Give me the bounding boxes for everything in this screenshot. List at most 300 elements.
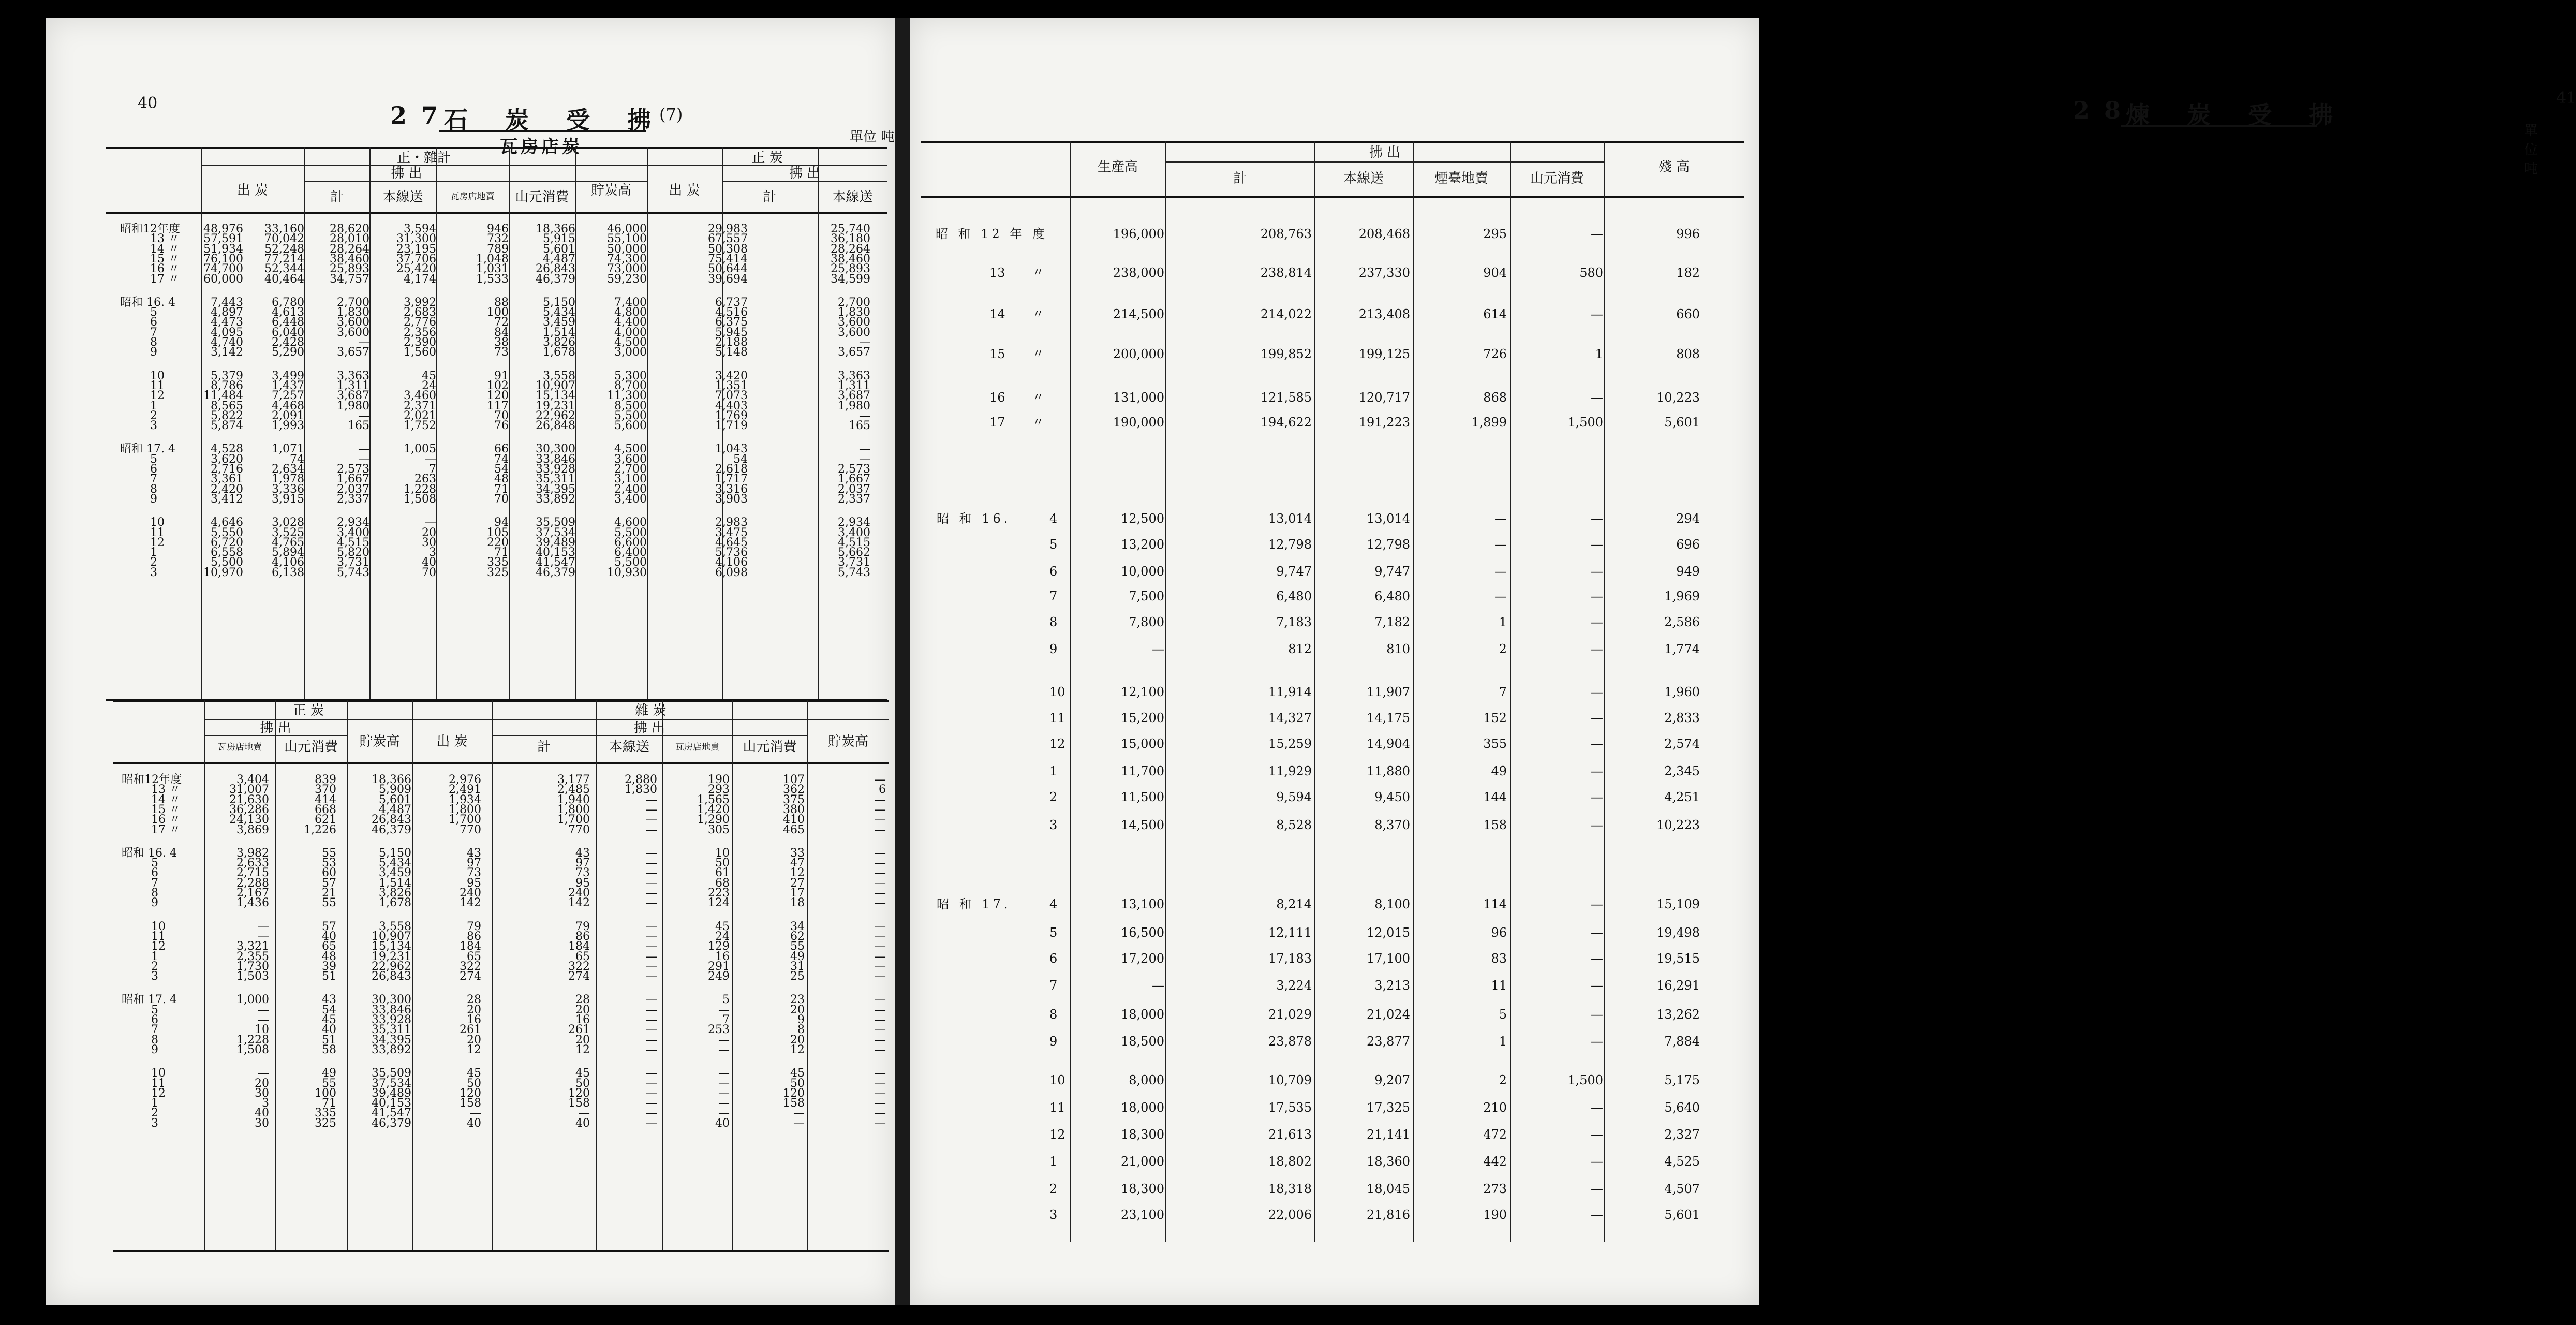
column-header: 瓦房店地賣: [675, 742, 719, 753]
table-cell: 79: [467, 920, 481, 933]
table-cell: 1,508: [236, 1043, 269, 1056]
table-cell: 2,700: [838, 296, 870, 309]
table-cell: 1,071: [272, 443, 304, 456]
table-cell: 2,037: [838, 482, 870, 496]
table-cell: 73: [575, 866, 590, 880]
row-label: 16 〃: [150, 262, 180, 276]
table-cell: 23,195: [396, 242, 436, 256]
table-cell: 45: [322, 1013, 336, 1026]
table-cell: 12: [790, 1043, 805, 1056]
table-cell: 4,468: [272, 399, 304, 413]
row-label: 1: [150, 546, 157, 560]
table-cell: 9,594: [1276, 790, 1312, 804]
table-cell: 68: [715, 876, 730, 890]
table-cell: 210: [1483, 1100, 1507, 1115]
table-cell: 2,934: [337, 516, 369, 529]
table-cell: 11: [1491, 978, 1507, 993]
table-cell: 45: [575, 1067, 590, 1080]
table-cell: 25,893: [831, 262, 870, 276]
table-cell: —: [875, 823, 886, 836]
row-label: 昭和 17. 4: [122, 993, 177, 1007]
table-cell: —: [875, 1043, 886, 1056]
table-cell: 28,264: [831, 242, 870, 256]
table-cell: 810: [1386, 642, 1410, 656]
row-label: 9: [150, 346, 157, 359]
right-table-column-line: [1165, 141, 1166, 1242]
table-cell: 199,125: [1358, 347, 1410, 361]
row-label: 3: [151, 970, 158, 983]
table-cell: 7: [1499, 685, 1507, 699]
row-label-sub: 8: [1049, 615, 1058, 629]
table-cell: 4,646: [211, 516, 243, 529]
table-cell: 4,473: [211, 316, 243, 329]
row-label: 11: [150, 526, 165, 539]
disburse-header: 拂 出: [633, 720, 665, 736]
table-cell: 3,687: [337, 389, 369, 403]
top-table-rule-subgroup: [722, 181, 887, 182]
table-cell: 71: [494, 546, 509, 560]
table-cell: 621: [315, 813, 336, 827]
table-cell: 50: [575, 1077, 590, 1090]
table-cell: 5,434: [379, 857, 411, 870]
table-cell: 12,500: [1121, 511, 1164, 526]
table-cell: 2,634: [272, 463, 304, 476]
table-cell: 86: [467, 930, 481, 943]
table-cell: 40: [467, 1116, 481, 1130]
row-label: 1: [151, 1097, 158, 1110]
table-cell: 2: [1499, 1073, 1507, 1087]
row-label-sub: 4: [1049, 511, 1058, 526]
table-cell: 60,000: [203, 272, 243, 286]
table-cell: 17,535: [1268, 1100, 1312, 1115]
row-label: 13 〃: [150, 232, 180, 246]
table-cell: —: [1591, 978, 1603, 993]
table-cell: 28: [467, 993, 481, 1007]
table-cell: 325: [315, 1116, 336, 1130]
table-title-28: 煉 炭 受 拂: [2126, 101, 2348, 129]
table-cell: 57,591: [203, 232, 243, 246]
table-cell: 3,420: [715, 369, 748, 382]
row-label: 昭和 16. 4: [120, 296, 175, 309]
table-cell: 60: [322, 866, 336, 880]
table-cell: —: [875, 876, 886, 890]
table-cell: 23: [790, 993, 805, 1007]
table-cell: —: [859, 336, 870, 349]
row-label-sub: 7: [1049, 978, 1058, 993]
table-cell: —: [718, 1067, 730, 1080]
table-cell: 1,508: [404, 492, 436, 506]
table-cell: 1,678: [543, 346, 575, 359]
table-cell: 1,503: [236, 970, 269, 983]
table-cell: —: [646, 993, 657, 1007]
table-cell: 55: [322, 896, 336, 910]
row-label: 12: [150, 389, 165, 403]
table-cell: 208,468: [1358, 227, 1410, 241]
table-cell: 5,500: [211, 556, 243, 569]
table-cell: —: [646, 813, 657, 827]
table-cell: 10,223: [1656, 390, 1700, 405]
table-cell: 2,574: [1664, 737, 1700, 751]
group-header-regular: 正 炭: [751, 150, 783, 166]
row-label: 14 〃: [150, 242, 180, 256]
row-label: 昭和12年度: [122, 773, 182, 786]
table-cell: 51: [322, 1033, 336, 1047]
row-label: 15: [989, 347, 1005, 361]
table-cell: 10,907: [372, 930, 411, 943]
table-cell: 158: [568, 1097, 590, 1110]
table-cell: 1,311: [337, 379, 369, 392]
table-cell: 6,720: [211, 536, 243, 549]
table-cell: —: [470, 1107, 481, 1120]
table-cell: 362: [783, 783, 805, 797]
table-cell: —: [1152, 978, 1164, 993]
table-cell: 38,460: [330, 252, 369, 266]
table-cell: 50: [715, 857, 730, 870]
row-label: 7: [151, 1023, 158, 1037]
table-cell: 71: [494, 482, 509, 496]
table-cell: 13,262: [1656, 1007, 1700, 1022]
table-cell: 9,207: [1374, 1073, 1410, 1087]
table-cell: 20: [467, 1003, 481, 1017]
table-cell: 8,370: [1374, 818, 1410, 832]
table-cell: 5,743: [337, 566, 369, 579]
table-cell: 3,316: [715, 482, 748, 496]
group-header-all: 正・雜計: [396, 150, 451, 166]
table-cell: —: [875, 950, 886, 963]
table-number-28: 28: [2073, 96, 2136, 124]
table-cell: 1,500: [1567, 1073, 1603, 1087]
table-cell: —: [1591, 227, 1603, 241]
table-cell: 52,248: [264, 242, 304, 256]
row-label: 16: [989, 390, 1005, 405]
table-cell: 12: [467, 1043, 481, 1056]
table-cell: 3,903: [715, 492, 748, 506]
table-cell: 12,100: [1121, 685, 1164, 699]
table-cell: 18,500: [1121, 1034, 1164, 1049]
table-cell: 40: [255, 1107, 269, 1120]
group-header-miscellaneous: 雜 炭: [635, 703, 667, 718]
row-label-sub: 4: [1049, 897, 1058, 911]
table-cell: 3,459: [543, 316, 575, 329]
row-label-sub: 11: [1049, 711, 1065, 725]
table-cell: 1,311: [838, 379, 870, 392]
table-cell: 2,355: [236, 950, 269, 963]
table-cell: 3,224: [1276, 978, 1312, 993]
table-cell: 86: [575, 930, 590, 943]
table-cell: 5,550: [211, 526, 243, 539]
table-cell: —: [875, 920, 886, 933]
table-cell: 3,600: [838, 316, 870, 329]
table-cell: 1,774: [1664, 642, 1700, 656]
table-cell: 35,509: [372, 1067, 411, 1080]
table-cell: 20: [422, 526, 436, 539]
table-cell: 1,500: [1567, 415, 1603, 430]
table-cell: 75,414: [708, 252, 748, 266]
table-cell: 21,024: [1367, 1007, 1410, 1022]
table-cell: —: [425, 516, 436, 529]
table-cell: 5,379: [211, 369, 243, 382]
row-label: 2: [151, 1107, 158, 1120]
table-cell: 39: [322, 960, 336, 973]
row-label: 7: [150, 473, 157, 486]
table-cell: 2,021: [404, 409, 436, 422]
table-cell: 3,687: [838, 389, 870, 403]
table-cell: 5,662: [838, 546, 870, 560]
table-cell: 1,436: [236, 896, 269, 910]
table-cell: 6,375: [715, 316, 748, 329]
table-cell: 15,200: [1121, 711, 1164, 725]
table-cell: 2,167: [236, 887, 269, 900]
column-header: 出 炭: [436, 734, 468, 749]
table-cell: 5,150: [543, 296, 575, 309]
table-cell: 375: [783, 793, 805, 806]
row-label-sub: 10: [1049, 685, 1065, 699]
table-cell: 97: [575, 857, 590, 870]
row-label: 12: [151, 940, 166, 953]
table-cell: —: [358, 443, 369, 456]
table-cell: 6: [879, 783, 886, 797]
table-cell: —: [358, 336, 369, 349]
column-header: 本線送: [609, 739, 649, 755]
row-label-sub: 〃: [1032, 390, 1044, 405]
table-cell: 5,874: [211, 419, 243, 433]
table-cell: 274: [460, 970, 481, 983]
table-cell: —: [718, 1003, 730, 1017]
table-cell: 6,600: [614, 536, 647, 549]
row-label: 10: [150, 369, 165, 382]
row-label: 昭和12年度: [120, 223, 180, 235]
table-cell: 50,000: [607, 242, 647, 256]
table-cell: 223: [708, 887, 730, 900]
table-cell: —: [1152, 642, 1164, 656]
row-label: 5: [150, 306, 157, 319]
table-cell: 4,800: [614, 306, 647, 319]
table-cell: —: [646, 1003, 657, 1017]
table-cell: —: [646, 896, 657, 910]
table-cell: —: [646, 1077, 657, 1090]
table-cell: 3: [429, 546, 436, 560]
row-label: 13 〃: [151, 783, 181, 797]
table-cell: 26,843: [536, 262, 575, 276]
table-cell: 3,321: [236, 940, 269, 953]
row-label-sub: 〃: [1032, 347, 1044, 361]
table-cell: —: [718, 1043, 730, 1056]
table-cell: 11,700: [1121, 764, 1164, 778]
table-cell: 70: [494, 492, 509, 506]
table-cell: 72: [494, 316, 509, 329]
table-cell: 2,776: [404, 316, 436, 329]
table-cell: 16,291: [1656, 978, 1700, 993]
row-label-sub: 10: [1049, 1073, 1065, 1087]
table-cell: 8,786: [211, 379, 243, 392]
table-cell: 70: [422, 566, 436, 579]
table-cell: 27: [790, 876, 805, 890]
table-cell: 2,428: [272, 336, 304, 349]
table-cell: 1,043: [715, 443, 748, 456]
table-cell: 4,487: [543, 252, 575, 266]
table-cell: 61: [715, 866, 730, 880]
table-cell: 190: [1483, 1208, 1507, 1222]
top-table-rule-subgroup: [304, 181, 647, 182]
table-cell: 7,182: [1374, 615, 1410, 629]
table-cell: —: [646, 940, 657, 953]
table-cell: —: [859, 452, 870, 466]
table-cell: 1,899: [1471, 415, 1507, 430]
table-cell: 2,288: [236, 876, 269, 890]
row-label-sub: 5: [1049, 925, 1058, 940]
table-cell: 294: [1676, 511, 1700, 526]
table-cell: 120: [568, 1086, 590, 1100]
table-cell: 17: [790, 887, 805, 900]
table-cell: 8,214: [1276, 897, 1312, 911]
table-cell: 48: [494, 473, 509, 486]
table-cell: 12: [575, 1043, 590, 1056]
table-cell: 770: [568, 823, 590, 836]
table-cell: 142: [460, 896, 481, 910]
table-cell: 100: [487, 306, 509, 319]
table-cell: 21,630: [229, 793, 269, 806]
table-cell: 11,880: [1367, 764, 1410, 778]
unit-label-right: 單位 吨: [2524, 123, 2538, 177]
table-cell: 2,337: [337, 492, 369, 506]
table-cell: 38,460: [831, 252, 870, 266]
table-cell: 5: [1499, 1007, 1507, 1022]
table-cell: 2,491: [449, 783, 481, 797]
row-label: 昭 和 17.: [937, 897, 1011, 911]
table-cell: 335: [487, 556, 509, 569]
table-cell: 4,515: [337, 536, 369, 549]
table-cell: 3,594: [404, 223, 436, 235]
table-cell: 196,000: [1113, 227, 1164, 241]
table-cell: 165: [849, 419, 870, 433]
table-cell: —: [1591, 390, 1603, 405]
table-cell: 4,000: [614, 326, 647, 339]
table-cell: 8,700: [614, 379, 647, 392]
table-cell: 40: [322, 1023, 336, 1037]
table-cell: 9,450: [1374, 790, 1410, 804]
table-cell: 472: [1483, 1127, 1507, 1142]
row-label: 5: [151, 1003, 158, 1017]
table-cell: 1,769: [715, 409, 748, 422]
table-cell: —: [1591, 615, 1603, 629]
table-cell: 240: [460, 887, 481, 900]
table-cell: —: [258, 1067, 269, 1080]
table-cell: 15,134: [536, 389, 575, 403]
table-cell: 1,830: [337, 306, 369, 319]
table-cell: 73,000: [607, 262, 647, 276]
table-cell: 49: [790, 950, 805, 963]
row-label: 8: [151, 887, 158, 900]
table-cell: 2,934: [838, 516, 870, 529]
table-cell: —: [646, 803, 657, 816]
table-cell: 33,846: [372, 1003, 411, 1017]
table-cell: 812: [1288, 642, 1312, 656]
table-cell: 5,601: [1664, 415, 1700, 430]
bottom-table-rule-top: [113, 700, 889, 702]
table-cell: —: [875, 1013, 886, 1026]
table-cell: 1: [1595, 347, 1603, 361]
table-cell: 5,915: [543, 232, 575, 246]
table-cell: 410: [783, 813, 805, 827]
table-cell: 129: [708, 940, 730, 953]
table-cell: 7,183: [1276, 615, 1312, 629]
table-cell: 121,585: [1260, 390, 1312, 405]
table-cell: 6,138: [272, 566, 304, 579]
table-cell: 4,645: [715, 536, 748, 549]
table-cell: —: [646, 930, 657, 943]
table-cell: 23,877: [1367, 1034, 1410, 1049]
table-cell: —: [875, 1107, 886, 1120]
table-cell: 274: [568, 970, 590, 983]
table-cell: 1,934: [449, 793, 481, 806]
table-cell: 120: [783, 1086, 805, 1100]
column-header: 本線送: [832, 189, 873, 205]
table-cell: 65: [575, 950, 590, 963]
table-cell: 11,929: [1268, 764, 1312, 778]
table-cell: 124: [708, 896, 730, 910]
row-label-sub: 6: [1049, 951, 1058, 966]
table-cell: 144: [1483, 790, 1507, 804]
table-cell: —: [793, 1107, 805, 1120]
table-cell: 131,000: [1113, 390, 1164, 405]
table-cell: 33: [790, 846, 805, 860]
table-cell: 3,915: [272, 492, 304, 506]
table-cell: —: [646, 1023, 657, 1037]
table-cell: 31,300: [396, 232, 436, 246]
table-cell: 43: [467, 846, 481, 860]
table-cell: 40: [322, 930, 336, 943]
table-cell: 190,000: [1113, 415, 1164, 430]
table-cell: 84: [494, 326, 509, 339]
table-cell: 5,601: [1664, 1208, 1700, 1222]
table-cell: 295: [1483, 227, 1507, 241]
table-cell: 83: [1491, 951, 1507, 966]
table-cell: 194,622: [1260, 415, 1312, 430]
table-cell: 1,980: [838, 399, 870, 413]
table-cell: 355: [1483, 737, 1507, 751]
table-cell: 13,200: [1121, 537, 1164, 552]
table-cell: 3,826: [543, 336, 575, 349]
table-cell: 5,150: [379, 846, 411, 860]
table-cell: 33,928: [372, 1013, 411, 1026]
table-cell: 30: [255, 1086, 269, 1100]
table-cell: 9,747: [1276, 564, 1312, 579]
row-label: 8: [150, 336, 157, 349]
table-cell: 1,437: [272, 379, 304, 392]
table-cell: —: [1591, 1208, 1603, 1222]
row-label: 16 〃: [151, 813, 181, 827]
disburse-header: 拂 出: [260, 720, 291, 736]
row-label: 14 〃: [151, 793, 181, 806]
table-cell: 668: [315, 803, 336, 816]
row-label: 3: [150, 419, 157, 433]
row-label: 6: [150, 316, 157, 329]
row-label: 昭和 17. 4: [120, 443, 175, 456]
table-cell: 25: [790, 970, 805, 983]
table-cell: 158: [460, 1097, 481, 1110]
column-header: 出 炭: [236, 183, 269, 198]
row-label: 9: [151, 1043, 158, 1056]
table-cell: 7: [722, 1013, 730, 1026]
table-cell: 50: [467, 1077, 481, 1090]
table-cell: 5,736: [715, 546, 748, 560]
table-cell: 43: [575, 846, 590, 860]
table-cell: —: [875, 970, 886, 983]
table-cell: 58: [322, 1043, 336, 1056]
table-cell: —: [358, 452, 369, 466]
unit-label-left: 單位 吨: [850, 129, 895, 145]
table-cell: 1,980: [337, 399, 369, 413]
